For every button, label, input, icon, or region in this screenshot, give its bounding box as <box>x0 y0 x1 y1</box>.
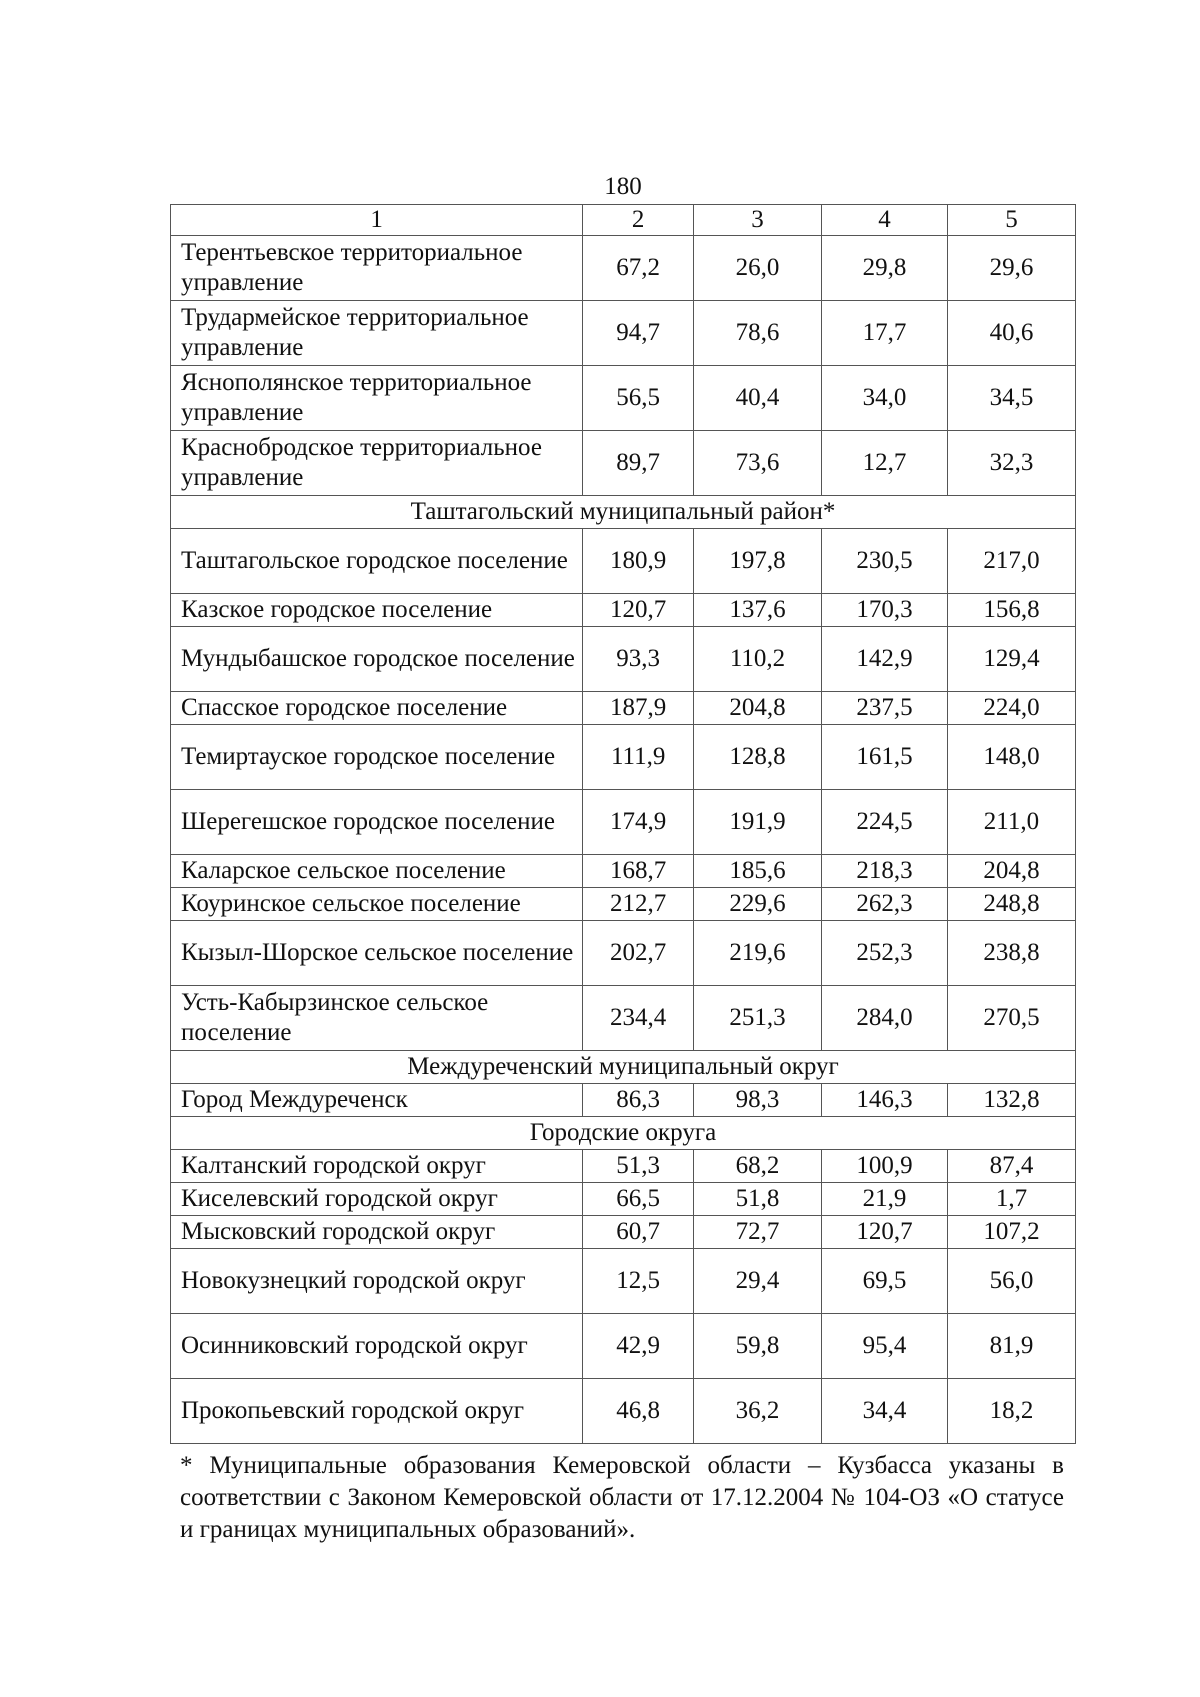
row-value: 107,2 <box>947 1216 1075 1249</box>
row-value: 137,6 <box>694 594 822 627</box>
row-value: 120,7 <box>583 594 694 627</box>
row-name: Трудармейское территориальное управление <box>171 301 583 366</box>
table-row <box>171 529 1076 594</box>
row-value: 93,3 <box>583 627 694 692</box>
row-value: 18,2 <box>947 1379 1075 1444</box>
row-name: Прокопьевский городской округ <box>171 1379 583 1444</box>
row-name: Таштагольское городское поселение <box>171 529 583 594</box>
row-value: 51,3 <box>583 1150 694 1183</box>
row-value: 128,8 <box>694 725 822 790</box>
row-value: 170,3 <box>822 594 948 627</box>
row-value: 248,8 <box>947 888 1075 921</box>
row-value: 251,3 <box>694 986 822 1051</box>
row-name: Темиртауское городское поселение <box>171 725 583 790</box>
row-value: 94,7 <box>583 301 694 366</box>
table-row <box>171 790 1076 855</box>
row-value: 219,6 <box>694 921 822 986</box>
row-value: 217,0 <box>947 529 1075 594</box>
row-value: 72,7 <box>694 1216 822 1249</box>
row-value: 60,7 <box>583 1216 694 1249</box>
row-value: 68,2 <box>694 1150 822 1183</box>
row-value: 202,7 <box>583 921 694 986</box>
table-row <box>171 301 1076 366</box>
table-row <box>171 725 1076 790</box>
section-title: Городские округа <box>171 1117 1076 1150</box>
row-value: 42,9 <box>583 1314 694 1379</box>
table-row <box>171 986 1076 1051</box>
row-value: 180,9 <box>583 529 694 594</box>
table-row <box>171 921 1076 986</box>
column-header: 2 <box>583 205 694 236</box>
row-value: 69,5 <box>822 1249 948 1314</box>
table-row <box>171 692 1076 725</box>
row-value: 29,8 <box>822 236 948 301</box>
row-value: 234,4 <box>583 986 694 1051</box>
row-value: 21,9 <box>822 1183 948 1216</box>
row-value: 142,9 <box>822 627 948 692</box>
table-row <box>171 594 1076 627</box>
row-value: 100,9 <box>822 1150 948 1183</box>
row-name: Яснополянское территориальное управление <box>171 366 583 431</box>
row-value: 111,9 <box>583 725 694 790</box>
table-row <box>171 855 1076 888</box>
row-value: 270,5 <box>947 986 1075 1051</box>
row-value: 34,5 <box>947 366 1075 431</box>
row-value: 148,0 <box>947 725 1075 790</box>
section-title: Междуреченский муниципальный округ <box>171 1051 1076 1084</box>
row-value: 185,6 <box>694 855 822 888</box>
row-value: 66,5 <box>583 1183 694 1216</box>
row-name: Краснобродское территориальное управление <box>171 431 583 496</box>
table-row <box>171 1249 1076 1314</box>
row-name: Мысковский городской округ <box>171 1216 583 1249</box>
row-name: Осинниковский городской округ <box>171 1314 583 1379</box>
row-value: 86,3 <box>583 1084 694 1117</box>
row-name: Терентьевское территориальное управление <box>171 236 583 301</box>
row-name: Мундыбашское городское поселение <box>171 627 583 692</box>
row-value: 211,0 <box>947 790 1075 855</box>
row-name: Шерегешское городское поселение <box>171 790 583 855</box>
table-row <box>171 431 1076 496</box>
table-row <box>171 1183 1076 1216</box>
row-value: 98,3 <box>694 1084 822 1117</box>
table-row <box>171 1150 1076 1183</box>
row-value: 129,4 <box>947 627 1075 692</box>
row-value: 146,3 <box>822 1084 948 1117</box>
row-value: 237,5 <box>822 692 948 725</box>
column-header: 5 <box>947 205 1075 236</box>
row-value: 168,7 <box>583 855 694 888</box>
row-value: 87,4 <box>947 1150 1075 1183</box>
row-value: 34,0 <box>822 366 948 431</box>
section-title: Таштагольский муниципальный район* <box>171 496 1076 529</box>
table-header-row <box>171 205 1076 236</box>
row-value: 12,5 <box>583 1249 694 1314</box>
row-value: 224,0 <box>947 692 1075 725</box>
row-name: Усть-Кабырзинское сельское поселение <box>171 986 583 1051</box>
row-value: 34,4 <box>822 1379 948 1444</box>
row-value: 40,6 <box>947 301 1075 366</box>
row-value: 218,3 <box>822 855 948 888</box>
column-header: 4 <box>822 205 948 236</box>
row-value: 56,5 <box>583 366 694 431</box>
section-row <box>171 496 1076 529</box>
table-row <box>171 1084 1076 1117</box>
table-row <box>171 1216 1076 1249</box>
row-value: 59,8 <box>694 1314 822 1379</box>
row-value: 1,7 <box>947 1183 1075 1216</box>
row-value: 156,8 <box>947 594 1075 627</box>
row-value: 197,8 <box>694 529 822 594</box>
row-name: Киселевский городской округ <box>171 1183 583 1216</box>
row-value: 161,5 <box>822 725 948 790</box>
row-value: 40,4 <box>694 366 822 431</box>
row-value: 187,9 <box>583 692 694 725</box>
row-value: 12,7 <box>822 431 948 496</box>
footnote: * Муниципальные образования Кемеровской области – Кузбасса указаны в соответствии с Законом Кемеровской области от 17.12.2004 № 104-ОЗ «О статусе и границах муниципальных образований». <box>180 1452 1064 1543</box>
row-name: Калтанский городской округ <box>171 1150 583 1183</box>
table-row <box>171 366 1076 431</box>
table-body <box>171 205 1076 1444</box>
row-name: Каларское сельское поселение <box>171 855 583 888</box>
row-value: 284,0 <box>822 986 948 1051</box>
row-value: 78,6 <box>694 301 822 366</box>
row-value: 46,8 <box>583 1379 694 1444</box>
table-row <box>171 888 1076 921</box>
row-value: 252,3 <box>822 921 948 986</box>
row-value: 191,9 <box>694 790 822 855</box>
row-value: 120,7 <box>822 1216 948 1249</box>
row-value: 26,0 <box>694 236 822 301</box>
row-value: 229,6 <box>694 888 822 921</box>
row-value: 238,8 <box>947 921 1075 986</box>
section-row <box>171 1051 1076 1084</box>
row-value: 73,6 <box>694 431 822 496</box>
data-table <box>170 204 1076 1444</box>
row-value: 29,4 <box>694 1249 822 1314</box>
row-value: 110,2 <box>694 627 822 692</box>
page-number: 180 <box>604 173 642 200</box>
row-value: 67,2 <box>583 236 694 301</box>
row-value: 132,8 <box>947 1084 1075 1117</box>
row-name: Кызыл-Шорское сельское поселение <box>171 921 583 986</box>
row-value: 262,3 <box>822 888 948 921</box>
section-row <box>171 1117 1076 1150</box>
column-header: 3 <box>694 205 822 236</box>
row-name: Город Междуреченск <box>171 1084 583 1117</box>
row-name: Казское городское поселение <box>171 594 583 627</box>
row-value: 17,7 <box>822 301 948 366</box>
row-value: 81,9 <box>947 1314 1075 1379</box>
row-name: Спасское городское поселение <box>171 692 583 725</box>
table-row <box>171 627 1076 692</box>
row-value: 89,7 <box>583 431 694 496</box>
row-value: 230,5 <box>822 529 948 594</box>
row-value: 29,6 <box>947 236 1075 301</box>
row-value: 51,8 <box>694 1183 822 1216</box>
row-value: 204,8 <box>947 855 1075 888</box>
table-row <box>171 1314 1076 1379</box>
table-row <box>171 236 1076 301</box>
row-value: 224,5 <box>822 790 948 855</box>
row-value: 212,7 <box>583 888 694 921</box>
row-name: Новокузнецкий городской округ <box>171 1249 583 1314</box>
row-value: 56,0 <box>947 1249 1075 1314</box>
row-value: 95,4 <box>822 1314 948 1379</box>
row-value: 204,8 <box>694 692 822 725</box>
row-value: 32,3 <box>947 431 1075 496</box>
row-value: 174,9 <box>583 790 694 855</box>
column-header: 1 <box>171 205 583 236</box>
row-name: Коуринское сельское поселение <box>171 888 583 921</box>
row-value: 36,2 <box>694 1379 822 1444</box>
table-row <box>171 1379 1076 1444</box>
